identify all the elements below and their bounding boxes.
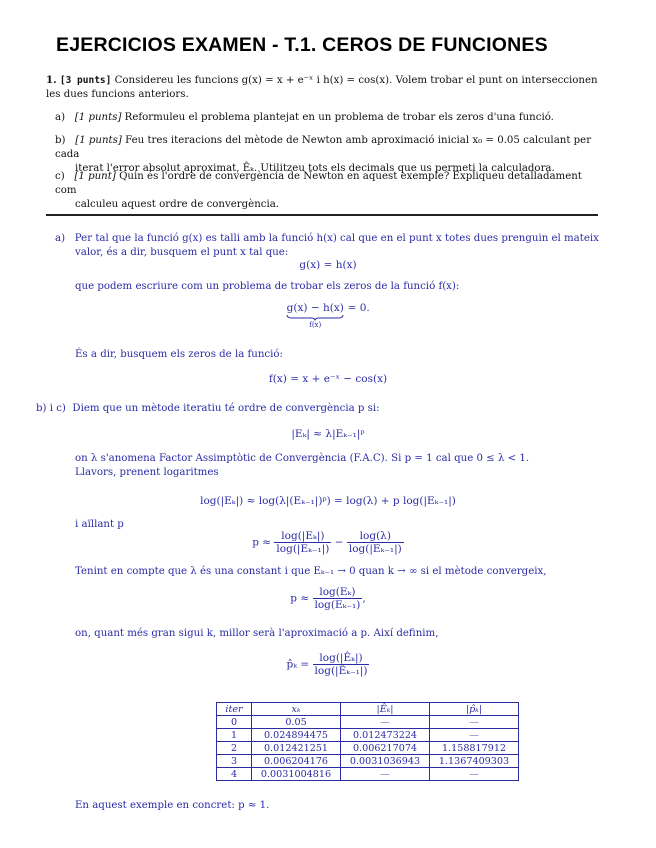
- fraction: [347, 530, 404, 555]
- answer-a-line1: Per tal que la funció g(x) es talli amb la funció h(x) cal que en el punt x totes dues prenguin el mateix: [74, 233, 599, 244]
- fraction: [313, 586, 366, 611]
- table-cell: 1: [217, 729, 252, 742]
- table-header-row: [217, 703, 519, 716]
- eq-minus: −: [334, 536, 344, 549]
- answer-a-line4: És a dir, busquem els zeros de la funció:: [75, 349, 283, 360]
- answer-a: [55, 232, 603, 260]
- column-header: |Êₖ|: [341, 703, 430, 716]
- answer-bc-label: b) i c): [36, 403, 66, 414]
- answer-bc-text: [75, 452, 605, 480]
- table-cell: 0.0031036943: [341, 755, 430, 768]
- question-item-c: [55, 170, 603, 212]
- fraction-numerator: log(|Eₖ|): [274, 530, 331, 543]
- equation-p-isolated: [0, 530, 656, 555]
- eq-lhs: p ≈: [290, 592, 310, 605]
- table-cell: 1.158817912: [430, 742, 519, 755]
- table-cell: —: [341, 768, 430, 781]
- fraction: [274, 530, 331, 555]
- conclusion: En aquest exemple en concret: p ≈ 1.: [75, 800, 270, 811]
- question-text-line1: Considereu les funcions g(x) = x + e⁻ˣ i h(x) = cos(x). Volem trobar el punt on interseccionen: [114, 75, 598, 86]
- item-points: [1 punts]: [74, 112, 122, 123]
- column-header: iter: [217, 703, 252, 716]
- equation-g-equals-h: g(x) = h(x): [299, 259, 357, 271]
- fraction-denominator: log(|Êₖ₋₁|): [314, 665, 368, 677]
- answer-bc-line4: i aïllant p: [75, 519, 124, 530]
- page-title: EJERCICIOS EXAMEN - T.1. CEROS DE FUNCIONES: [56, 34, 548, 56]
- equation-order-definition: |Eₖ| ≈ λ|Eₖ₋₁|ᵖ: [291, 428, 365, 440]
- fraction: [313, 652, 370, 677]
- table-cell: —: [430, 716, 519, 729]
- fraction-numerator: log(Eₖ): [313, 586, 363, 599]
- equation-p-hat: [0, 652, 656, 677]
- table-row: [217, 742, 519, 755]
- fraction-denominator: log(Eₖ₋₁): [314, 599, 361, 611]
- table-row: [217, 755, 519, 768]
- fraction-denominator: log(|Eₖ₋₁|): [348, 543, 402, 555]
- item-text: Feu tres iteracions del mètode de Newton amb aproximació inicial x₀ = 0.05 calculant per cada: [55, 135, 592, 160]
- question-text-line2: les dues funcions anteriors.: [46, 89, 189, 100]
- eq-comma: ,: [362, 592, 366, 605]
- item-label: a): [55, 112, 66, 123]
- question-number: 1.: [46, 74, 57, 86]
- equation-f-definition: [0, 302, 656, 329]
- table-cell: 0.006204176: [252, 755, 341, 768]
- answer-bc-line3: Llavors, prenent logaritmes: [75, 467, 219, 478]
- underbrace-icon: [286, 314, 344, 321]
- table-cell: —: [430, 729, 519, 742]
- column-header: xₖ: [252, 703, 341, 716]
- item-label: b): [55, 135, 66, 146]
- answer-bc-line5: Tenint en compte que λ és una constant i que Eₖ₋₁ → 0 quan k → ∞ si el mètode convergeix,: [75, 566, 547, 577]
- table-cell: 0.05: [252, 716, 341, 729]
- question-statement: [46, 73, 606, 102]
- item-text: Reformuleu el problema plantejat en un problema de trobar els zeros d'una funció.: [124, 112, 554, 123]
- table-cell: 0: [217, 716, 252, 729]
- table-cell: 0.0031004816: [252, 768, 341, 781]
- equation-underbrace-top: g(x) − h(x): [286, 302, 344, 314]
- table-cell: 1.1367409303: [430, 755, 519, 768]
- answer-bc-line1: Diem que un mètode iteratiu té ordre de convergència p si:: [72, 403, 380, 414]
- equation-underbrace-label: f(x): [309, 321, 322, 329]
- column-header: |p̂ₖ|: [430, 703, 519, 716]
- iterations-table: [216, 702, 519, 781]
- item-text-cont: iterat l'error absolut aproximat, Êₖ. Utilitzeu tots els decimals que us permeti la calculadora.: [75, 163, 555, 174]
- table-row: [217, 716, 519, 729]
- equation-f-x: f(x) = x + e⁻ˣ − cos(x): [268, 373, 388, 385]
- question-points: [3 punts]: [59, 75, 112, 86]
- equation-logarithm: log(|Eₖ|) ≈ log(λ|(Eₖ₋₁|)ᵖ) = log(λ) + p log(|Eₖ₋₁|): [200, 495, 456, 507]
- table-cell: 0.012473224: [341, 729, 430, 742]
- eq-lhs: p̂ₖ =: [286, 658, 310, 671]
- answer-a-label: a): [55, 233, 66, 244]
- table-cell: —: [341, 716, 430, 729]
- table-cell: 0.012421251: [252, 742, 341, 755]
- item-text-cont: calculeu aquest ordre de convergència.: [75, 199, 280, 210]
- fraction-denominator: log(|Eₖ₋₁|): [276, 543, 330, 555]
- item-label: c): [55, 171, 65, 182]
- item-points: [1 punt]: [74, 171, 116, 182]
- table-row: [217, 768, 519, 781]
- equation-rhs: = 0.: [347, 302, 370, 314]
- table-cell: 3: [217, 755, 252, 768]
- table-cell: 0.006217074: [341, 742, 430, 755]
- section-divider: [46, 214, 598, 216]
- fraction-numerator: log(λ): [347, 530, 404, 543]
- table-cell: —: [430, 768, 519, 781]
- item-text: Quin és l'ordre de convergència de Newton en aquest exemple? Expliqueu detalladament com: [55, 171, 582, 196]
- answer-a-line2: valor, és a dir, busquem el punt x tal que:: [75, 247, 289, 258]
- answer-bc-line6: on, quant més gran sigui k, millor serà l'aproximació a p. Així definim,: [75, 628, 439, 639]
- table-cell: 2: [217, 742, 252, 755]
- answer-a-line3: que podem escriure com un problema de trobar els zeros de la funció f(x):: [75, 281, 460, 292]
- answer-bc-intro: [36, 402, 606, 416]
- table-row: [217, 729, 519, 742]
- question-item-a: [55, 111, 603, 125]
- answer-bc-line2: on λ s'anomena Factor Assimptòtic de Convergència (F.A.C). Si p = 1 cal que 0 ≤ λ < 1.: [75, 453, 530, 464]
- table-cell: 0.024894475: [252, 729, 341, 742]
- eq-lhs: p ≈: [252, 536, 272, 549]
- item-points: [1 punts]: [75, 135, 122, 146]
- fraction-numerator: log(|Êₖ|): [313, 652, 370, 665]
- equation-p-limit: [0, 586, 656, 611]
- table-cell: 4: [217, 768, 252, 781]
